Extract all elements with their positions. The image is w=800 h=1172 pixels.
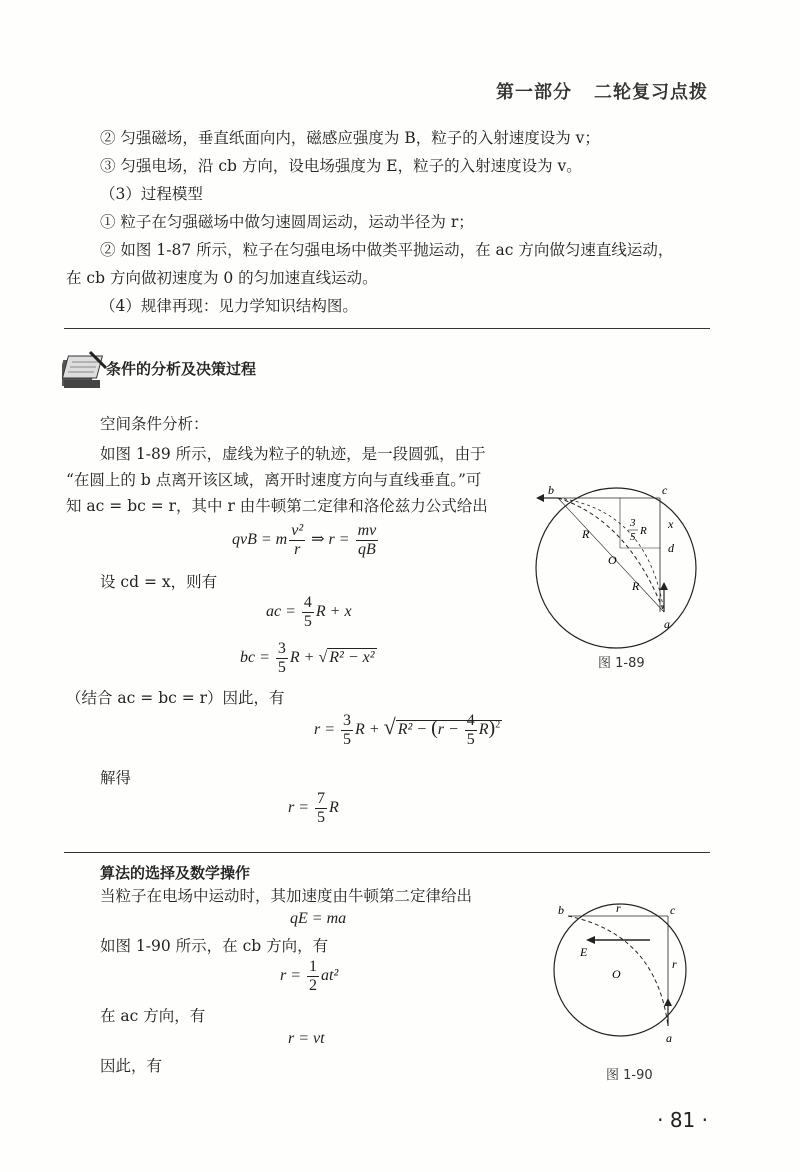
- figure-caption: 图 1-89: [598, 656, 645, 671]
- label-x: x: [668, 517, 674, 531]
- intro-line: ① 粒子在匀强磁场中做匀速圆周运动，运动半径为 r；: [100, 213, 474, 231]
- paragraph-line: （结合 ac = bc = r）因此，有: [66, 689, 285, 707]
- figure-caption: 图 1-90: [606, 1068, 653, 1083]
- label-a: a: [666, 1031, 672, 1045]
- paragraph-line: 在 ac 方向，有: [100, 1007, 206, 1025]
- paragraph-line: 当粒子在电场中运动时，其加速度由牛顿第二定律给出: [100, 887, 473, 905]
- label-a: a: [664, 617, 670, 631]
- equation-ac-direction: r = vt: [288, 1030, 325, 1047]
- circle-boundary: [536, 488, 696, 648]
- paragraph-line: 解得: [100, 769, 132, 787]
- label-b: b: [548, 483, 554, 497]
- paragraph-line: “在圆上的 b 点离开该区域，离开时速度方向与直线垂直。”可: [66, 471, 482, 489]
- paragraph-line: 如图 1-89 所示，虚线为粒子的轨迹，是一段圆弧，由于: [100, 445, 486, 463]
- label-O: O: [612, 967, 621, 981]
- header-section: 二轮复习点拨: [594, 82, 708, 103]
- figure-1-89: [528, 480, 708, 660]
- intro-line: ② 如图 1-87 所示，粒子在匀强电场中做类平抛运动，在 ac 方向做匀速直线运动，: [100, 241, 674, 259]
- intro-line: （3）过程模型: [100, 185, 203, 203]
- label-c: c: [662, 483, 668, 497]
- paragraph-line: 因此，有: [100, 1057, 163, 1075]
- subtitle: 空间条件分析：: [100, 415, 209, 433]
- svg-text:5: 5: [630, 531, 636, 543]
- figure-1-90: [540, 898, 700, 1048]
- section-divider: [64, 328, 710, 329]
- intro-line: 在 cb 方向做初速度为 0 的匀加速直线运动。: [66, 269, 378, 287]
- intro-line: （4）规律再现：见力学知识结构图。: [100, 297, 358, 315]
- label-R: R: [632, 579, 640, 593]
- equation-lorentz: qvB = m $\frac{\text{v²}}{r}$ ⇒ r = $\frac{mv}{qB}$: [232, 522, 377, 558]
- label-r: r: [616, 901, 621, 915]
- label-d: d: [668, 541, 674, 555]
- equation-bc: bc = $\frac{3}{5}$ R + √ R² − x²: [240, 640, 375, 676]
- page-number: · 81 ·: [657, 1108, 708, 1132]
- header-part: 第一部分: [496, 82, 572, 103]
- notebook-pen-icon: [62, 350, 110, 390]
- label-b: b: [558, 903, 564, 917]
- equation-ac: ac = $\frac{4}{5}$ R + x: [266, 594, 352, 630]
- intro-line: ③ 匀强电场，沿 cb 方向，设电场强度为 E，粒子的入射速度设为 v。: [100, 157, 582, 175]
- paragraph-line: 如图 1-90 所示，在 cb 方向，有: [100, 937, 329, 955]
- label-c: c: [670, 903, 676, 917]
- svg-text:3: 3: [630, 517, 636, 529]
- label-R: R: [582, 527, 590, 541]
- equation-r-combined: r = $\frac{3}{5}$ R + √ R² − (r − $\frac{4}{5}$ R)$^2$: [314, 712, 501, 748]
- paragraph-line: 设 cd = x，则有: [100, 573, 218, 591]
- section-divider: [64, 852, 710, 853]
- equation-cb: r = $\frac{1}{2}$ at²: [280, 958, 339, 994]
- running-header: [496, 78, 708, 104]
- equation-r-result: r = $\frac{7}{5}$ R: [288, 790, 339, 826]
- section-title: 条件的分析及决策过程: [106, 360, 257, 378]
- intro-line: ② 匀强磁场，垂直纸面向内，磁感应强度为 B，粒子的入射速度设为 v；: [100, 129, 600, 147]
- equation-newton: qE = ma: [290, 910, 347, 927]
- label-O: O: [608, 553, 617, 567]
- svg-text:R: R: [640, 525, 647, 537]
- label-r: r: [672, 957, 677, 971]
- section-title: 算法的选择及数学操作: [100, 864, 251, 882]
- label-E: E: [580, 945, 588, 959]
- paragraph-line: 知 ac = bc = r，其中 r 由牛顿第二定律和洛伦兹力公式给出: [66, 497, 488, 515]
